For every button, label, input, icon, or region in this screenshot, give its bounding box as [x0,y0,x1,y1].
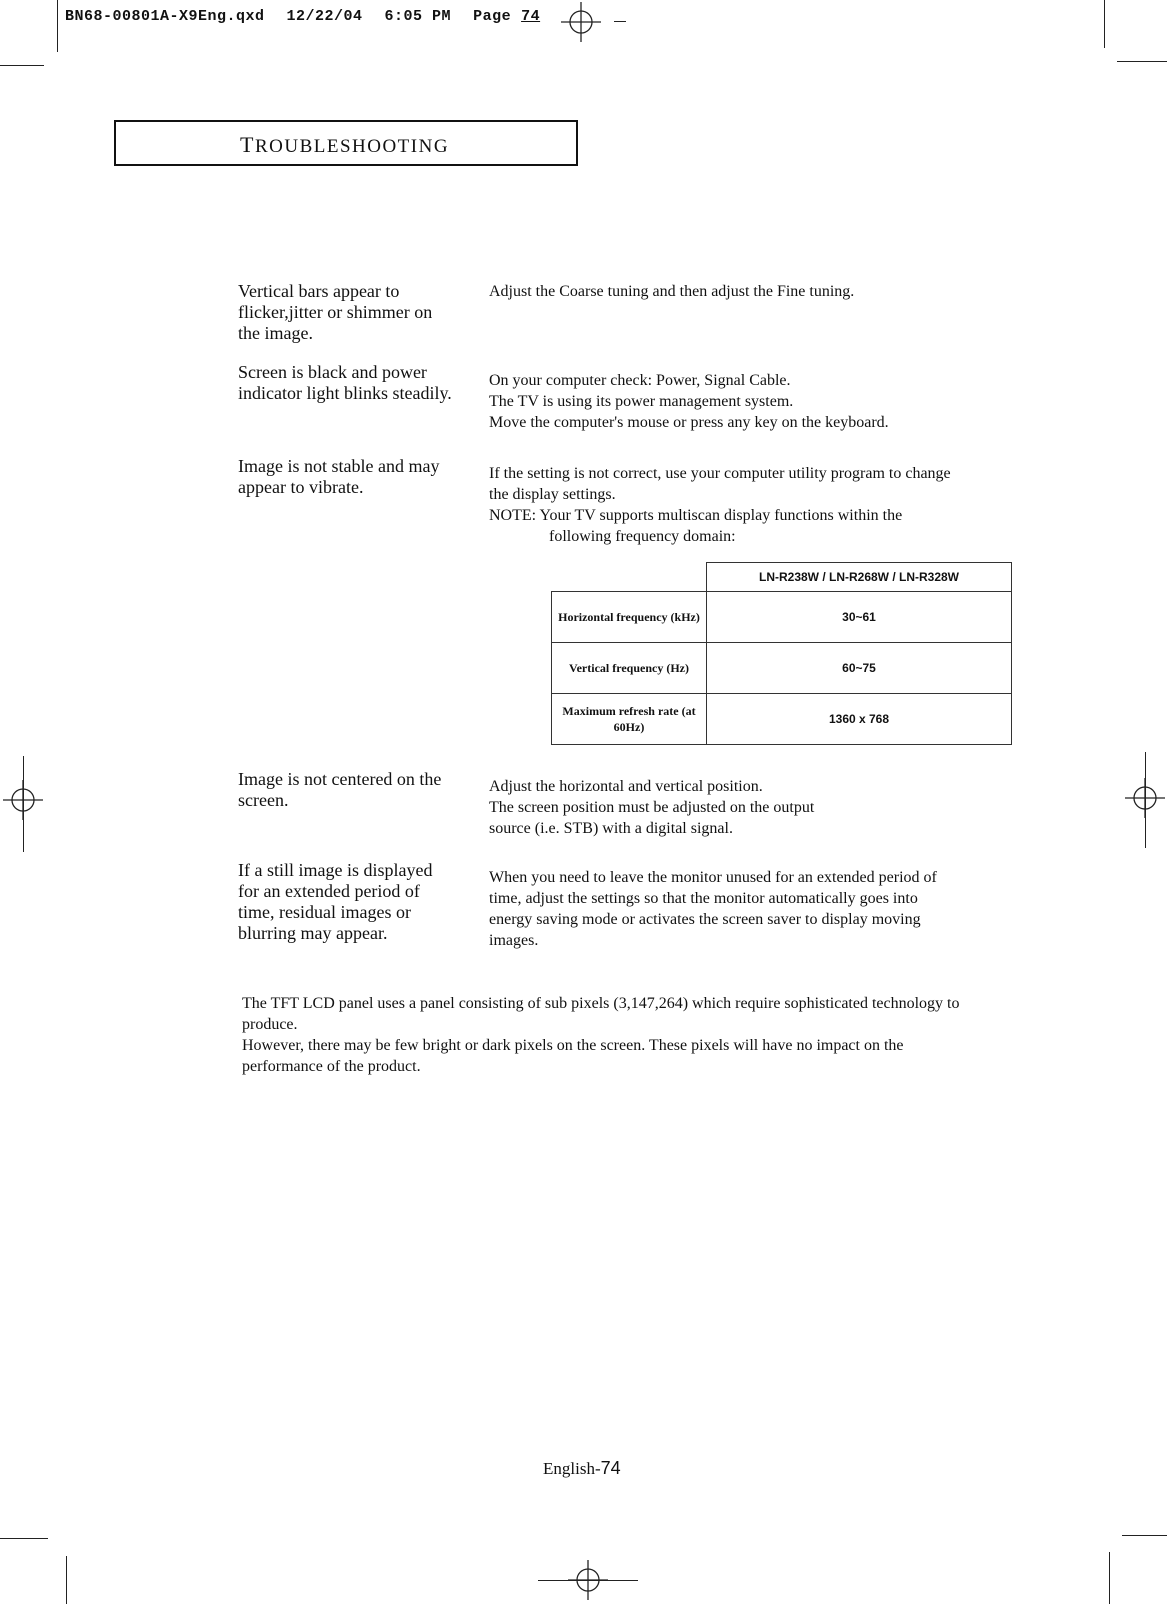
frequency-table-corner [552,563,707,592]
crop-mark-top-right-horizontal [1117,61,1167,62]
solution-image-not-stable: If the setting is not correct, use your computer utility program to change the display settings. NOTE: Your TV supports multiscan display functions within the following frequency domain: [489,465,951,545]
pixel-note: The TFT LCD panel uses a panel consisting of sub pixels (3,147,264) which require sophisticated technology to produce. However, there may be few bright or dark pixels on the screen. These pixels will have no impact on the performance of the product. [242,995,960,1075]
crop-mark-bottom-right-vertical [1109,1552,1110,1604]
solution-residual-images: When you need to leave the monitor unused for an extended period of time, adjust the settings so that the monitor automatically goes into energy saving mode or activates the screen saver to display moving images. [489,869,937,949]
crop-mark-bottom-right-horizontal [1122,1535,1167,1536]
frequency-label-horizontal: Horizontal frequency (kHz) [552,592,707,643]
slug-date: 12/22/04 [286,8,363,25]
frequency-value-vertical: 60~75 [707,643,1012,694]
section-title: TROUBLESHOOTING [240,132,450,157]
frequency-table-header-row [552,563,1012,592]
problem-image-not-stable: Image is not stable and may appear to vibrate. [238,456,440,497]
problem-vertical-bars: Vertical bars appear to flicker,jitter or shimmer on the image. [238,281,433,343]
page-footer: English-74 [543,1458,621,1478]
table-row [552,694,1012,745]
registration-line-left [23,756,24,852]
frequency-table-model-header: LN-R238W / LN-R268W / LN-R328W [707,563,1012,592]
section-title-box [114,120,578,166]
problem-residual-images: If a still image is displayed for an extended period of time, residual images or blurring may appear. [238,860,433,943]
frequency-value-horizontal: 30~61 [707,592,1012,643]
table-row [552,643,1012,694]
slug-time: 6:05 PM [384,8,452,25]
table-row [552,592,1012,643]
registration-mark-top [561,2,601,42]
problem-image-not-centered: Image is not centered on the screen. [238,769,442,810]
frequency-label-vertical: Vertical frequency (Hz) [552,643,707,694]
solution-black-screen: On your computer check: Power, Signal Cable. The TV is using its power management system. Move the computer's mouse or press any key on the keyboard. [489,372,889,431]
registration-line-right [1145,752,1146,848]
crop-mark-top-left-horizontal [0,65,44,66]
file-slug [65,8,540,25]
frequency-table [551,562,1012,745]
solution-image-not-centered: Adjust the horizontal and vertical position. The screen position must be adjusted on the output source (i.e. STB) with a digital signal. [489,778,815,837]
crop-mark-top-dash [614,21,626,22]
registration-line-bottom [538,1580,638,1581]
frequency-label-max-refresh: Maximum refresh rate (at 60Hz) [552,694,707,745]
crop-mark-bottom-left-vertical [66,1556,67,1604]
solution-vertical-bars: Adjust the Coarse tuning and then adjust the Fine tuning. [489,283,855,300]
crop-mark-bottom-left-horizontal [0,1538,48,1539]
slug-filename: BN68-00801A-X9Eng.qxd [65,8,265,25]
frequency-value-max-refresh: 1360 x 768 [707,694,1012,745]
problem-black-screen: Screen is black and power indicator light blinks steadily. [238,362,452,403]
crop-mark-top-right-vertical [1104,0,1105,48]
slug-page-number: 74 [521,8,541,25]
slug-page-label: Page [473,8,512,25]
crop-mark-top-left-vertical [57,0,58,52]
